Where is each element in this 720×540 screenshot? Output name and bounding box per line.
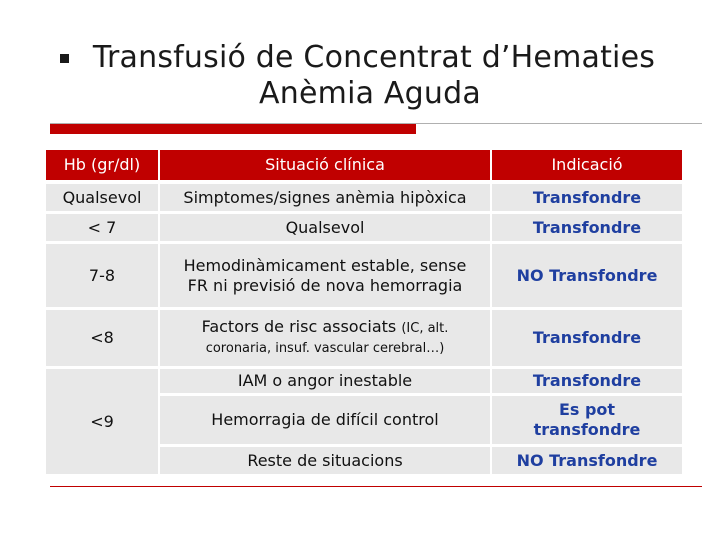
title-line-1: Transfusió de Concentrat d’Hematies [92, 40, 656, 75]
situacio-line: FR ni previsió de nova hemorragia [187, 275, 463, 295]
table-cell-hb: <9 [46, 369, 158, 474]
footer-divider-red [50, 486, 702, 487]
situacio-line: Hemodinàmicament estable, sense [183, 255, 467, 275]
situacio-main: Factors de risc associats [201, 317, 397, 336]
situacio-paren: (IC, alt. [401, 321, 449, 336]
table-cell-situacio: Reste de situacions [160, 447, 490, 474]
table-cell-indicacio: NO Transfondre [492, 244, 682, 307]
table-cell-indicacio [492, 396, 682, 444]
table-cell-indicacio: NO Transfondre [492, 447, 682, 474]
table-cell-situacio: Qualsevol [160, 214, 490, 241]
table-cell-indicacio: Transfondre [492, 184, 682, 211]
table-cell-hb: < 7 [46, 214, 158, 241]
table-cell-situacio: IAM o angor inestable [160, 369, 490, 393]
title-line-2: Anèmia Aguda [259, 76, 481, 111]
table-cell-situacio [160, 244, 490, 307]
table-cell-hb: Qualsevol [46, 184, 158, 211]
indicacio-line: Es pot [558, 400, 616, 419]
table-cell-situacio: Simptomes/signes anèmia hipòxica [160, 184, 490, 211]
table-cell-indicacio: Transfondre [492, 310, 682, 366]
situacio-line: coronaria, insuf. vascular cerebral…) [205, 341, 445, 356]
header-situacio: Situació clínica [160, 150, 490, 180]
header-indicacio: Indicació [492, 150, 682, 180]
table-cell-indicacio: Transfondre [492, 214, 682, 241]
table-cell-situacio: Hemorragia de difícil control [160, 396, 490, 444]
title-divider-red [50, 124, 416, 134]
indicacio-line: transfondre [533, 420, 641, 439]
situacio-line [202, 317, 449, 339]
square-bullet-icon [60, 54, 69, 63]
slide-title [60, 40, 680, 112]
header-hb: Hb (gr/dl) [46, 150, 158, 180]
table-cell-hb: <8 [46, 310, 158, 366]
table-cell-situacio [160, 310, 490, 366]
table-cell-indicacio: Transfondre [492, 369, 682, 393]
table-cell-hb: 7-8 [46, 244, 158, 307]
